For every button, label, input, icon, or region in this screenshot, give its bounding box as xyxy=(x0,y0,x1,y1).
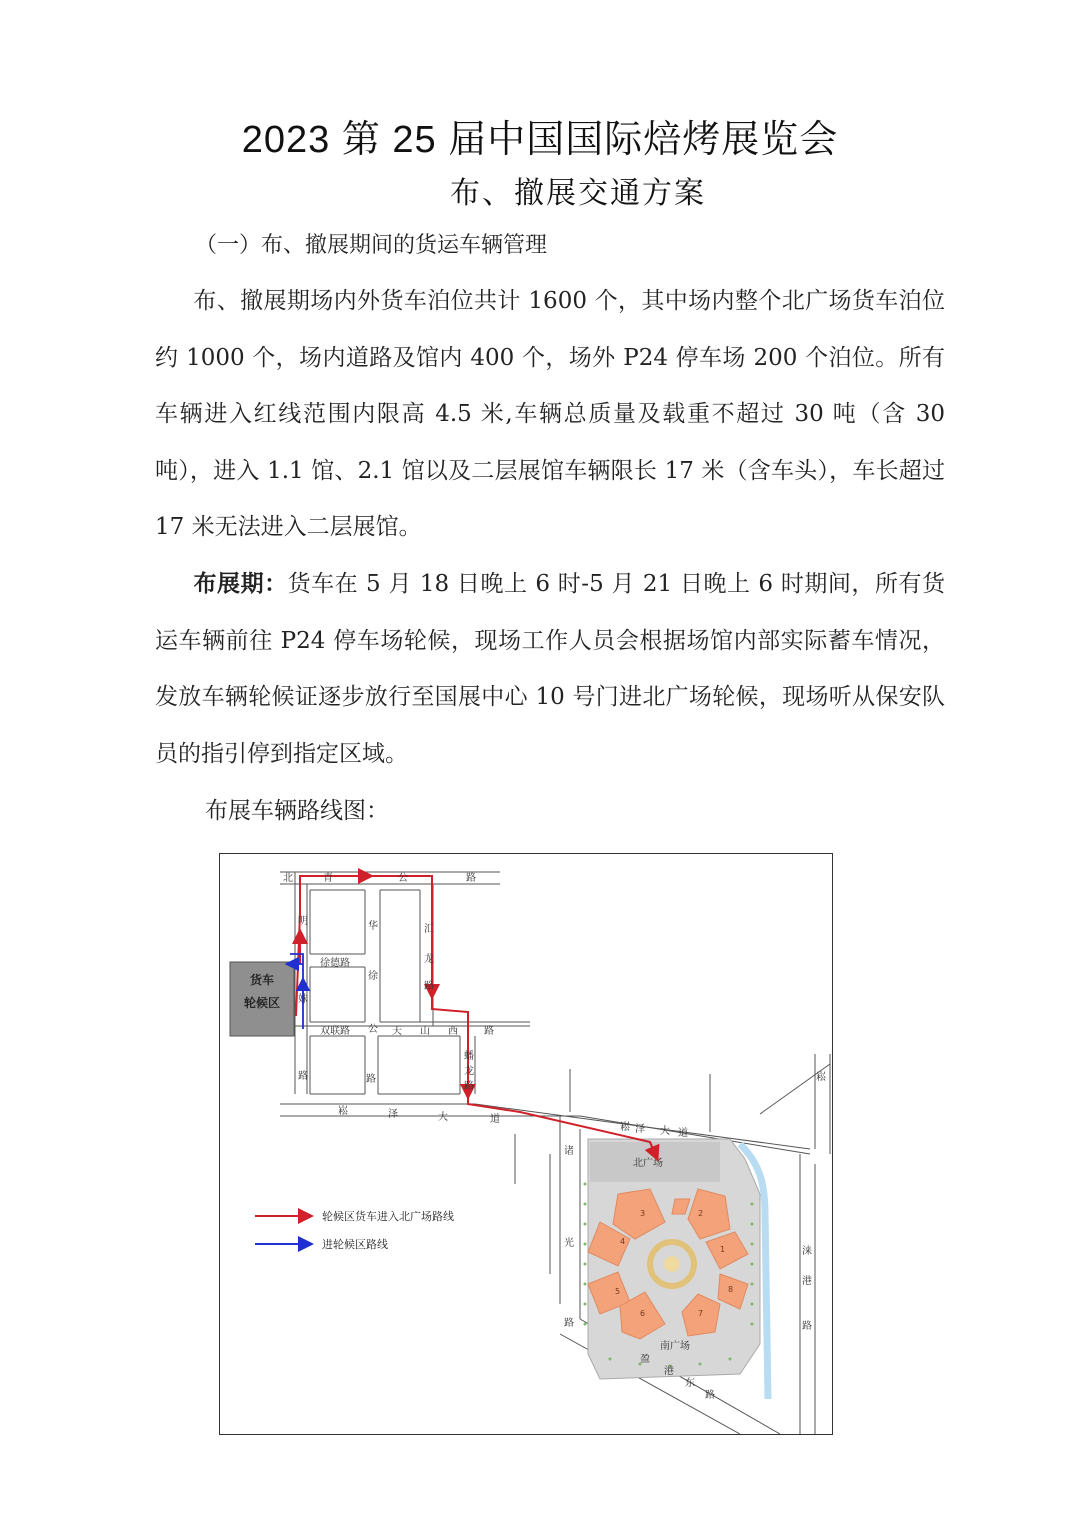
legend-blue-label: 进轮候区路线 xyxy=(322,1238,388,1251)
right-road-char-2: 港 xyxy=(802,1276,812,1287)
waiting-zone-label-2: 轮候区 xyxy=(243,996,281,1010)
legend-red-label: 轮候区货车进入北广场路线 xyxy=(322,1210,454,1223)
beiqing-char-1: 北 xyxy=(283,873,293,884)
zhuguang-char-2: 光 xyxy=(564,1238,574,1249)
yinggang-char-2: 港 xyxy=(664,1366,674,1377)
route-map-svg xyxy=(220,854,832,1434)
hall-4-label: 4 xyxy=(620,1237,626,1246)
xude-road-label: 徐德路 xyxy=(320,958,350,969)
tianshan-char-4: 西 xyxy=(448,1026,458,1037)
songze-east-char-4: 道 xyxy=(678,1128,688,1139)
paragraph-parking xyxy=(155,273,945,556)
songze-char-2: 泽 xyxy=(388,1109,398,1120)
mid-road-char: 路 xyxy=(366,1074,376,1085)
huahui-char-2: 徐 xyxy=(368,971,378,982)
paragraph-setup-period xyxy=(155,556,945,782)
figure-caption: 布展车辆路线图： xyxy=(205,798,389,824)
beiqing-char-3: 公 xyxy=(398,873,408,884)
yinggang-char-1: 盈 xyxy=(640,1354,650,1365)
hall-2-label: 2 xyxy=(698,1209,704,1218)
map-legend xyxy=(255,1209,454,1251)
left-road-char: 路 xyxy=(298,1071,308,1082)
document-title: 2023 第 25 届中国国际焙烤展览会 xyxy=(241,119,839,161)
waiting-zone-label-1: 货车 xyxy=(249,973,275,987)
yinggang-char-3: 东 xyxy=(685,1378,695,1389)
setup-period-label: 布展期： xyxy=(193,571,288,597)
setup-period-text: 货车在 5 月 18 日晚上 6 时-5 月 21 日晚上 6 时期间，所有货运车辆前往 P24 停车场轮候，现场工作人员会根据场馆内部实际蓄车情况，发放车辆轮候证逐步放行至国展中心 10 号门进北广场轮候，现场听从保安队员的指引停到指定区域。 xyxy=(155,571,945,767)
south-plaza-label: 南广场 xyxy=(660,1341,690,1352)
huilong-char-1: 汇 xyxy=(424,924,434,935)
zhuguang-char-1: 诸 xyxy=(564,1146,574,1157)
hall-5-label: 5 xyxy=(615,1287,621,1296)
panlong-char-2: 龙 xyxy=(464,1066,474,1077)
songze-east-char-1: 崧 xyxy=(620,1122,630,1133)
songze-char-3: 大 xyxy=(438,1112,448,1123)
route-map xyxy=(219,853,833,1435)
section-heading: （一）布、撤展期间的货运车辆管理 xyxy=(195,233,548,258)
shuanglian-road-label: 双联路 xyxy=(320,1026,350,1037)
document-subtitle: 布、撤展交通方案 xyxy=(450,176,706,211)
yinggang-char-4: 路 xyxy=(705,1390,715,1401)
tianshan-char-5: 路 xyxy=(484,1026,494,1037)
red-route-arrows xyxy=(300,876,656,1156)
songze-char-4: 道 xyxy=(490,1114,500,1125)
hall-3-label: 3 xyxy=(640,1209,646,1218)
songze-char-1: 崧 xyxy=(338,1106,348,1117)
minghua-char-1: 明 xyxy=(298,916,308,927)
zhuguang-char-3: 路 xyxy=(564,1318,574,1329)
tianshan-char-3: 山 xyxy=(420,1026,430,1037)
right-road-char-3: 路 xyxy=(802,1321,812,1332)
tianshan-char-2: 天 xyxy=(392,1026,402,1037)
right-edge-char: 崧 xyxy=(816,1072,826,1083)
paragraph-parking-text: 布、撤展期场内外货车泊位共计 1600 个，其中场内整个北广场货车泊位约 1000 个，场内道路及馆内 400 个，场外 P24 停车场 200 个泊位。所有车辆进入红线范围内限高 4.5 米,车辆总质量及载重不超过 30 吨（含 30 吨），进入 1.1 馆、2.1 馆以及二层展馆车辆限长 17 米（含车头），车长超过 17 米无法进入二层展馆。 xyxy=(155,288,945,540)
minghua-char-4: 妹 xyxy=(298,994,308,1005)
central-plaza-hub xyxy=(664,1256,680,1272)
beiqing-char-2: 青 xyxy=(323,873,333,884)
panlong-char-1: 蟠 xyxy=(464,1051,474,1062)
songze-east-char-3: 大 xyxy=(660,1126,670,1137)
huilong-char-3: 路 xyxy=(424,981,434,992)
beiqing-char-4: 路 xyxy=(466,873,476,884)
hall-6-label: 6 xyxy=(640,1309,646,1318)
right-road-char-1: 涞 xyxy=(802,1246,812,1257)
tianshan-char-1: 公 xyxy=(368,1024,378,1035)
hall-8-label: 8 xyxy=(728,1285,734,1294)
huahui-char-1: 华 xyxy=(368,921,378,932)
red-route-line xyxy=(296,876,655,1154)
panlong-char-3: 路 xyxy=(464,1081,474,1092)
hall-7-label: 7 xyxy=(698,1309,704,1318)
songze-east-char-2: 泽 xyxy=(635,1124,645,1135)
hall-1-label: 1 xyxy=(720,1245,726,1254)
huilong-char-2: 龙 xyxy=(424,954,434,965)
north-plaza-label: 北广场 xyxy=(633,1158,663,1169)
